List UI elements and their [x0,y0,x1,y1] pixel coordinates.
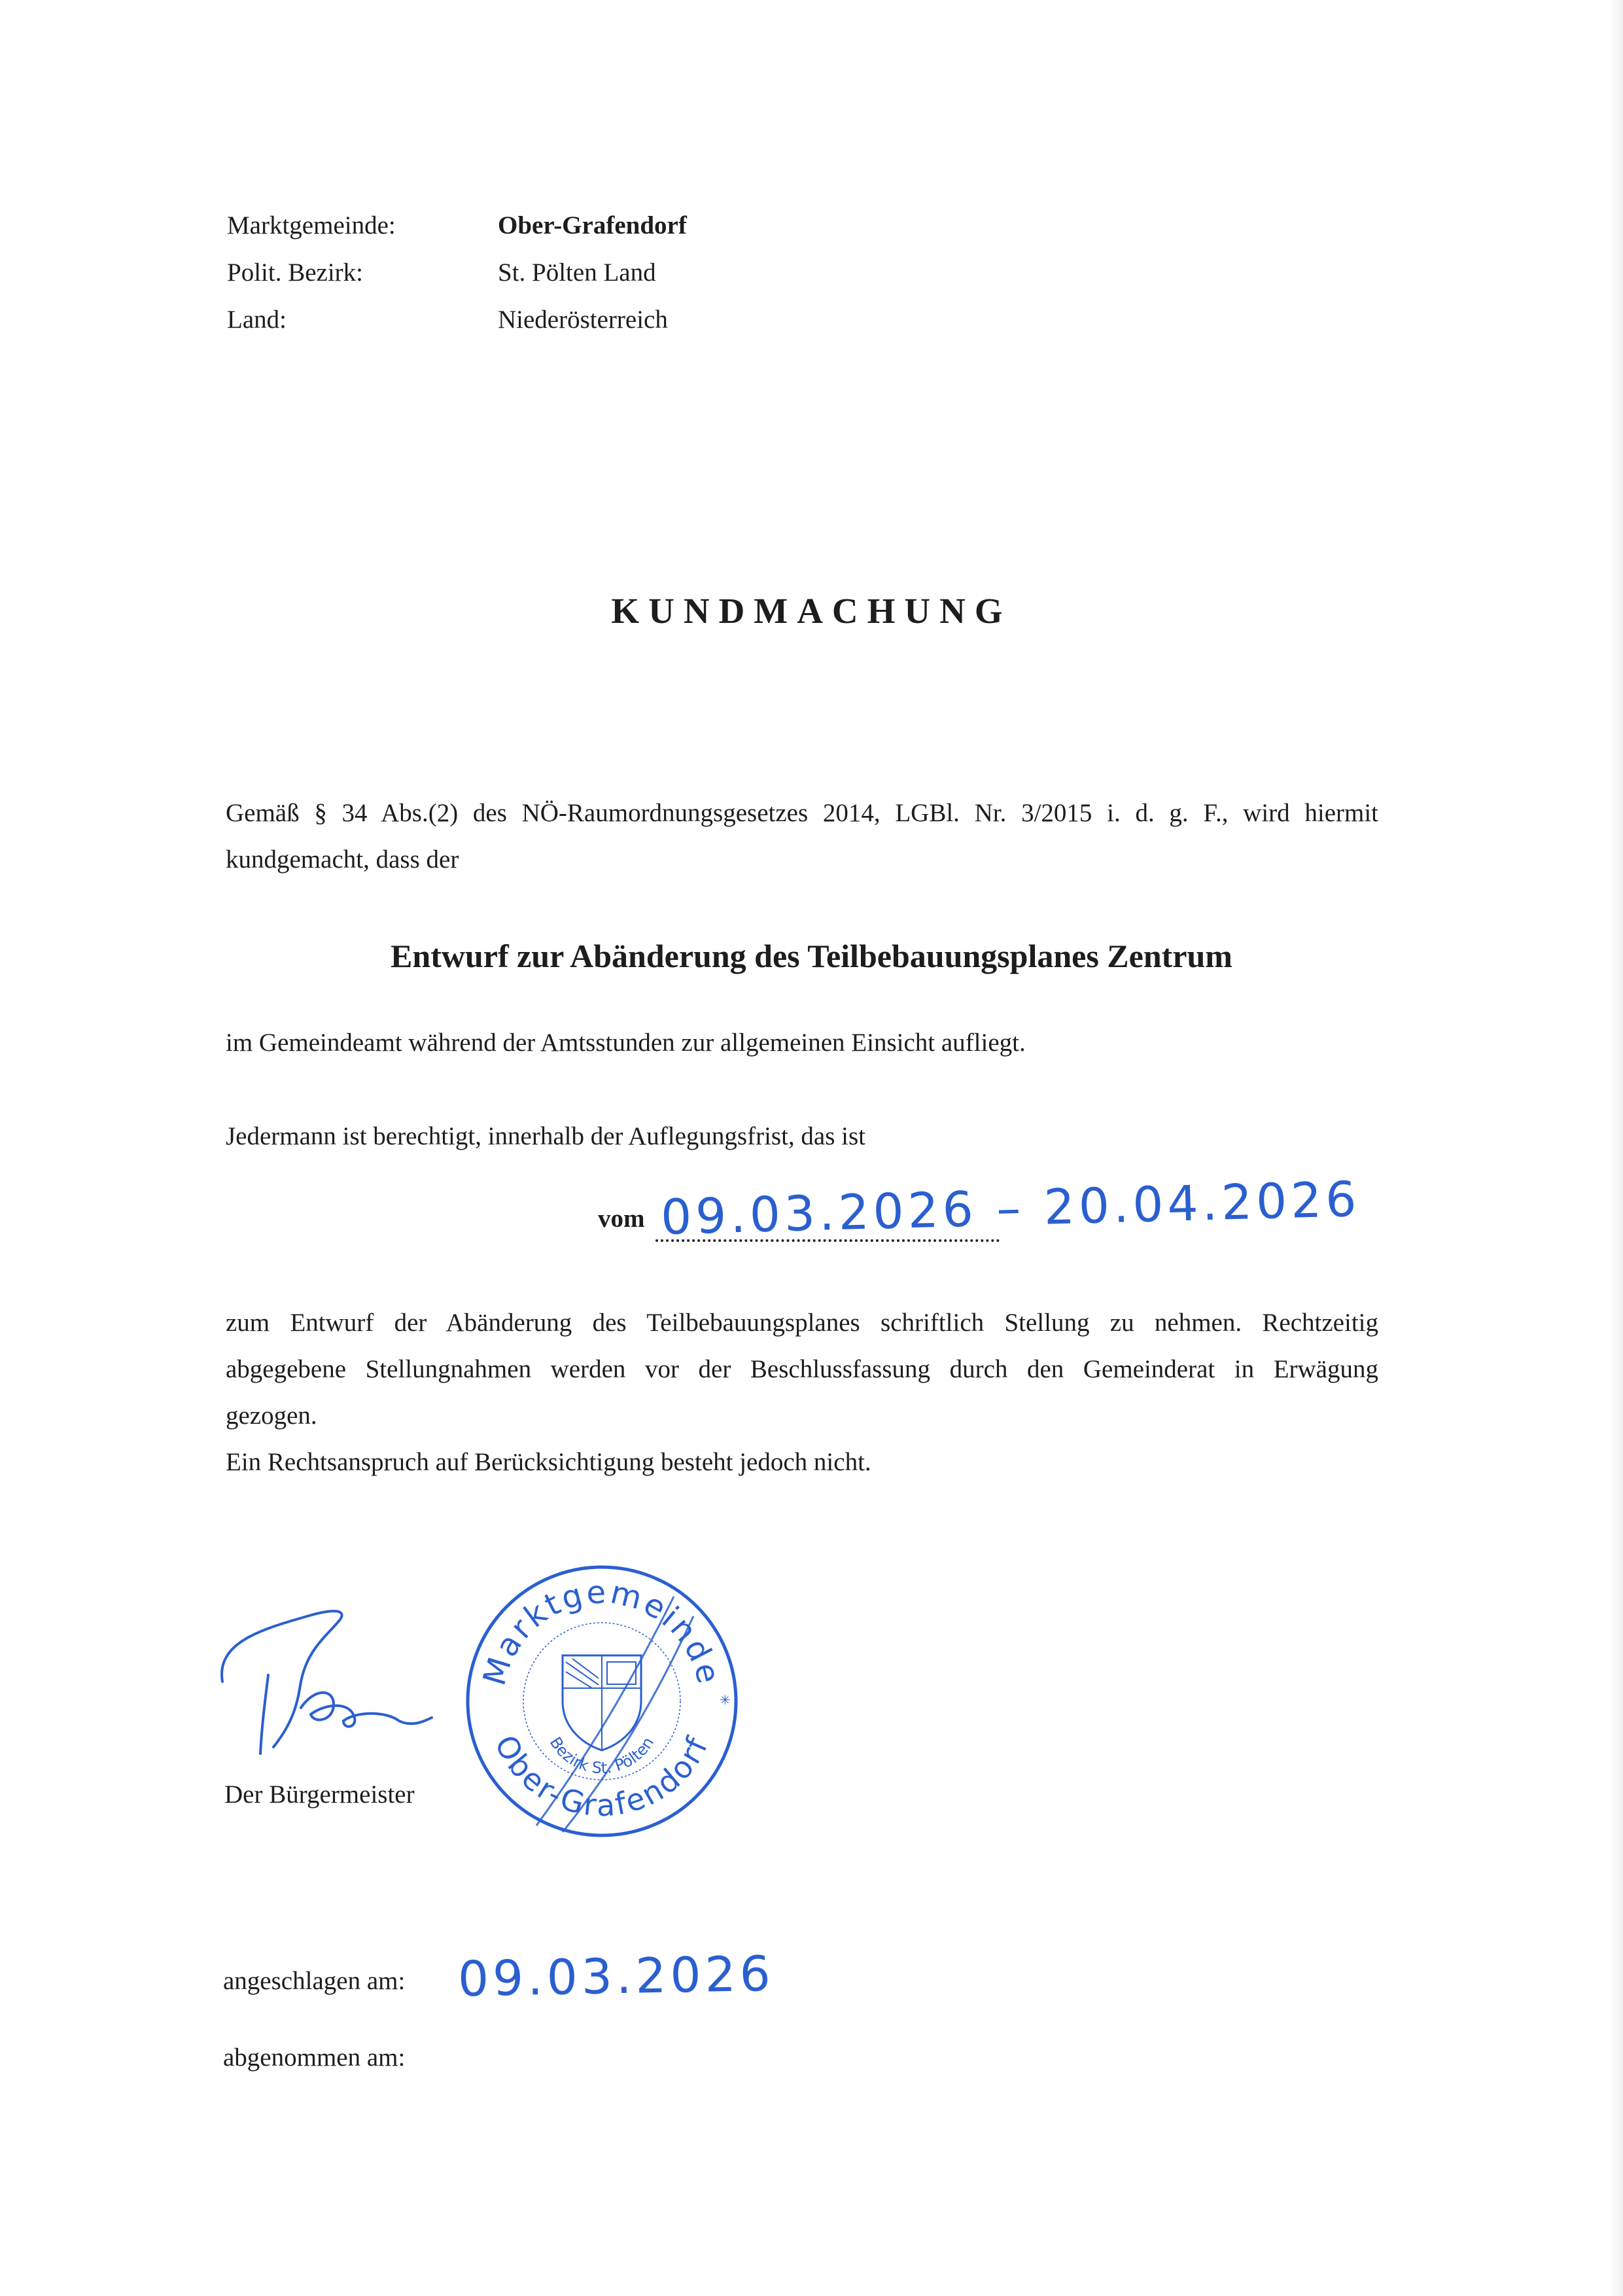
state-label: Land: [227,306,287,334]
body-line-1: zum Entwurf der Abänderung des Teilbebauungsplanes schriftlich Stellung zu nehmen. Rechtzeitig [226,1309,1378,1337]
body-line-2: abgegebene Stellungnahmen werden vor der Beschlussfassung durch den Gemeinderat in Erwägung [226,1355,1378,1383]
municipal-seal [458,1557,746,1845]
subject-heading: Entwurf zur Abänderung des Teilbebauungsplanes Zentrum [391,938,1232,974]
intro-paragraph [226,790,1378,883]
municipality-value: Ober-Grafendorf [498,211,687,239]
intro-line-2: kundgemacht, dass der [226,845,459,874]
period-handwritten-dates: 09.03.2026 – 20.04.2026 [660,1171,1361,1246]
mayor-title: Der Bürgermeister [224,1780,415,1809]
body-line-4: Ein Rechtsanspruch auf Berücksichtigung besteht jedoch nicht. [226,1448,871,1476]
posted-label: angeschlagen am: [223,1967,406,1995]
district-label: Polit. Bezirk: [227,258,363,287]
seal-star-icon: ✳ [720,1693,731,1708]
body-paragraph [226,1299,1378,1485]
posted-date-handwritten: 09.03.2026 [457,1945,775,2008]
period-prefix: vom [598,1205,645,1233]
document-title: KUNDMACHUNG [611,591,1012,631]
body-line-3: gezogen. [226,1402,317,1430]
intro-line-1: Gemäß § 34 Abs.(2) des NÖ-Raumordnungsgesetzes 2014, LGBl. Nr. 3/2015 i. d. g. F., wird hiermit [226,799,1378,827]
page-edge-shadow [1609,0,1623,2296]
seal-text-bottom: Ober-Grafendorf [487,1729,716,1824]
district-value: St. Pölten Land [498,258,656,287]
state-value: Niederösterreich [498,306,668,334]
seal-text-top: Marktgemeinde [476,1574,728,1690]
mayor-signature [203,1590,438,1773]
seal-text-inner: Bezirk St. Pölten [546,1733,658,1778]
removed-label: abgenommen am: [223,2043,406,2072]
entitlement-text: Jedermann ist berechtigt, innerhalb der Auflegungsfrist, das ist [226,1122,866,1150]
municipality-label: Marktgemeinde: [227,211,396,239]
display-text: im Gemeindeamt während der Amtsstunden zur allgemeinen Einsicht aufliegt. [226,1029,1026,1057]
